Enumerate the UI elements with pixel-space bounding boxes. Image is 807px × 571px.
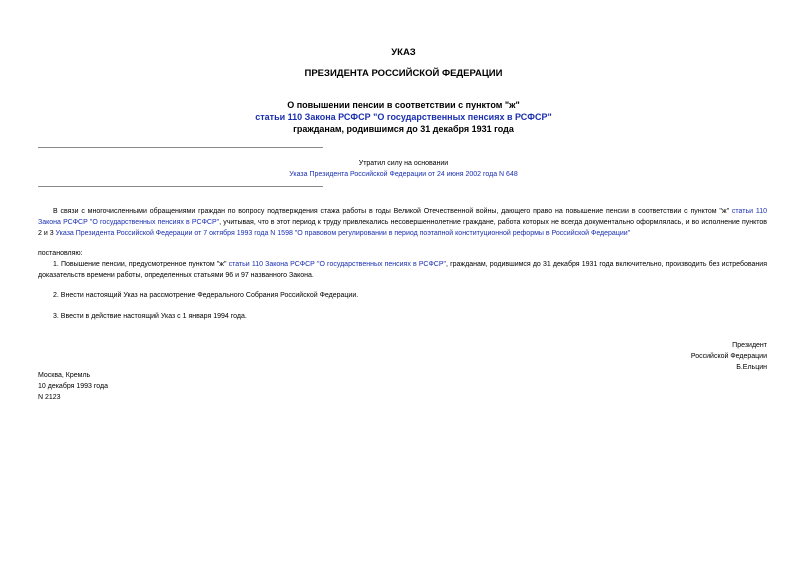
item-1-text-2: , гражданам, родившимся до 31 декабря 1931 года включительно, производить без истребования доказательств времени работы, определенных статьями 96 и 97 названного Закона. (38, 261, 767, 279)
item-1-text-1: 1. Повышение пенсии, предусмотренное пунктом "ж" (53, 261, 229, 268)
item-3-paragraph: 3. Ввести в действие настоящий Указ с 1 января 1994 года. (53, 313, 247, 320)
preamble-paragraph (38, 206, 767, 239)
place-text: Москва, Кремль (38, 372, 91, 379)
signature-country: Российской Федерации (690, 353, 767, 360)
signature-title: Президент (732, 342, 767, 349)
item-2-paragraph: 2. Внести настоящий Указ на рассмотрение Федерального Собрания Российской Федерации. (53, 292, 359, 299)
signature-block (691, 340, 767, 373)
issuer-heading: ПРЕЗИДЕНТА РОССИЙСКОЙ ФЕДЕРАЦИИ (304, 68, 503, 79)
date-text: 10 декабря 1993 года (38, 383, 109, 390)
doc-type-heading: УКАЗ (391, 47, 416, 58)
preamble-text-1: В связи с многочисленными обращениями граждан по вопросу подтверждения стажа работы в годы Великой Отечественной войны, дающего право на повышение пенсии в соответствии с пунктом "ж" (53, 208, 732, 215)
preamble-decree-link[interactable]: Указа Президента Российской Федерации от 7 октября 1993 года N 1598 "О правовом регулировании в период поэтапной конституционной реформы в Российской Федерации" (55, 230, 631, 237)
item-1-law-link[interactable]: статьи 110 Закона РСФСР "О государственных пенсиях в РСФСР" (228, 261, 447, 268)
preamble-law-link[interactable]: статьи 110 Закона РСФСР "О государственных пенсиях в РСФСР" (38, 208, 767, 226)
repeal-decree-link[interactable]: Указа Президента Российской Федерации от 24 июня 2002 года N 648 (289, 171, 518, 178)
status-block (230, 158, 577, 180)
status-text: Утратил силу на основании (358, 160, 449, 167)
preamble-text-2: , учитывая, что в этот период к труду привлекались несовершеннолетние граждане, работа которых не всегда документально оформлялась, и во исполнение пунктов 2 и 3 (38, 219, 767, 237)
top-divider (38, 147, 323, 148)
title-line-1: О повышении пенсии в соответствии с пунктом "ж" (287, 100, 520, 110)
decree-number: N 2123 (38, 394, 61, 401)
place-date-block (38, 370, 108, 403)
doc-title (0, 99, 807, 135)
signature-name: Б.Ельцин (736, 364, 767, 371)
resolution-word: постановляю: (38, 250, 83, 257)
item-1-paragraph (38, 259, 767, 281)
title-law-link[interactable]: статьи 110 Закона РСФСР "О государственных пенсиях в РСФСР" (255, 112, 552, 122)
bottom-divider (38, 186, 323, 187)
title-line-3: гражданам, родившимся до 31 декабря 1931 года (293, 124, 514, 134)
